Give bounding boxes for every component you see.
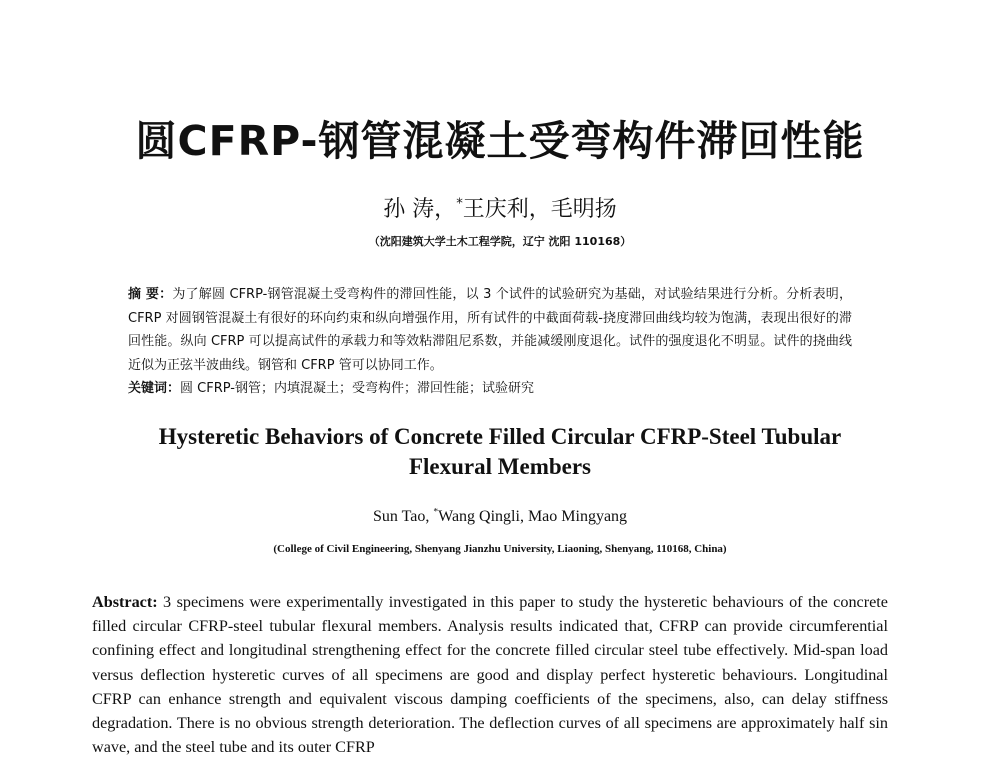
english-authors — [0, 508, 1000, 526]
chinese-keywords-label: 关键词： — [128, 381, 181, 396]
english-title — [0, 422, 1000, 482]
english-abstract-label: Abstract: — [92, 593, 158, 611]
chinese-affiliation: （沈阳建筑大学土木工程学院，辽宁 沈阳 110168） — [368, 235, 632, 248]
english-title-line1: Hysteretic Behaviors of Concrete Filled Circular CFRP-Steel Tubular — [158, 424, 842, 449]
chinese-abstract-label: 摘 要： — [128, 287, 173, 302]
author-sun-tao-en: Sun Tao, — [372, 508, 434, 525]
english-abstract — [92, 590, 888, 759]
english-abstract-text: 3 specimens were experimentally investigated in this paper to study the hysteretic behaviours of the concrete filled circular CFRP-steel tubular flexural members. Analysis results indicated that, CFRP can provide circumferential confining effect and longitudinal strengthening effect for the concrete filled circular steel tube effectively. Mid-span load versus deflection hysteretic curves of all specimens are good and display perfect hysteretic behaviours. Longitudinal CFRP can enhance strength and equivalent viscous damping coefficients of the specimens, also, can delay stiffness degradation. There is no obvious strength deterioration. The deflection curves of all specimens are approximately half sin wave, and the steel tube and its outer CFRP — [92, 593, 888, 757]
english-affiliation: (College of Civil Engineering, Shenyang Jianzhu University, Liaoning, Shenyang, 110168, China) — [273, 543, 727, 555]
chinese-abstract — [128, 283, 852, 401]
author-sun-tao: 孙 涛， — [383, 197, 457, 222]
chinese-title: 圆CFRP-钢管混凝土受弯构件滞回性能 — [135, 117, 865, 165]
chinese-authors — [0, 192, 1000, 223]
author-others: 王庆利，毛明扬 — [462, 197, 617, 222]
chinese-keywords-text: 圆 CFRP-钢管；内填混凝土；受弯构件；滞回性能；试验研究 — [180, 381, 534, 396]
corresponding-mark-en: * — [433, 506, 439, 518]
corresponding-mark: * — [456, 196, 463, 212]
english-abstract-paragraph — [92, 590, 888, 759]
chinese-abstract-text: 为了解圆 CFRP-钢管混凝土受弯构件的滞回性能，以 3 个试件的试验研究为基础，对试验结果进行分析。分析表明，CFRP 对圆钢管混凝土有很好的环向约束和纵向增强作用，所有试件的中截面荷载-挠度滞回曲线均较为饱满，表现出很好的滞回性能。纵向 CFRP 可以提高试件的承载力和等效粘滞阻尼系数，并能减缓刚度退化。试件的强度退化不明显。试件的挠曲线近似为正弦半波曲线。钢管和 CFRP 管可以协同工作。 — [128, 287, 852, 373]
chinese-abstract-paragraph — [128, 283, 852, 377]
author-others-en: Wang Qingli, Mao Mingyang — [438, 508, 628, 525]
english-title-line2: Flexural Members — [408, 454, 592, 479]
chinese-keywords — [128, 377, 852, 401]
